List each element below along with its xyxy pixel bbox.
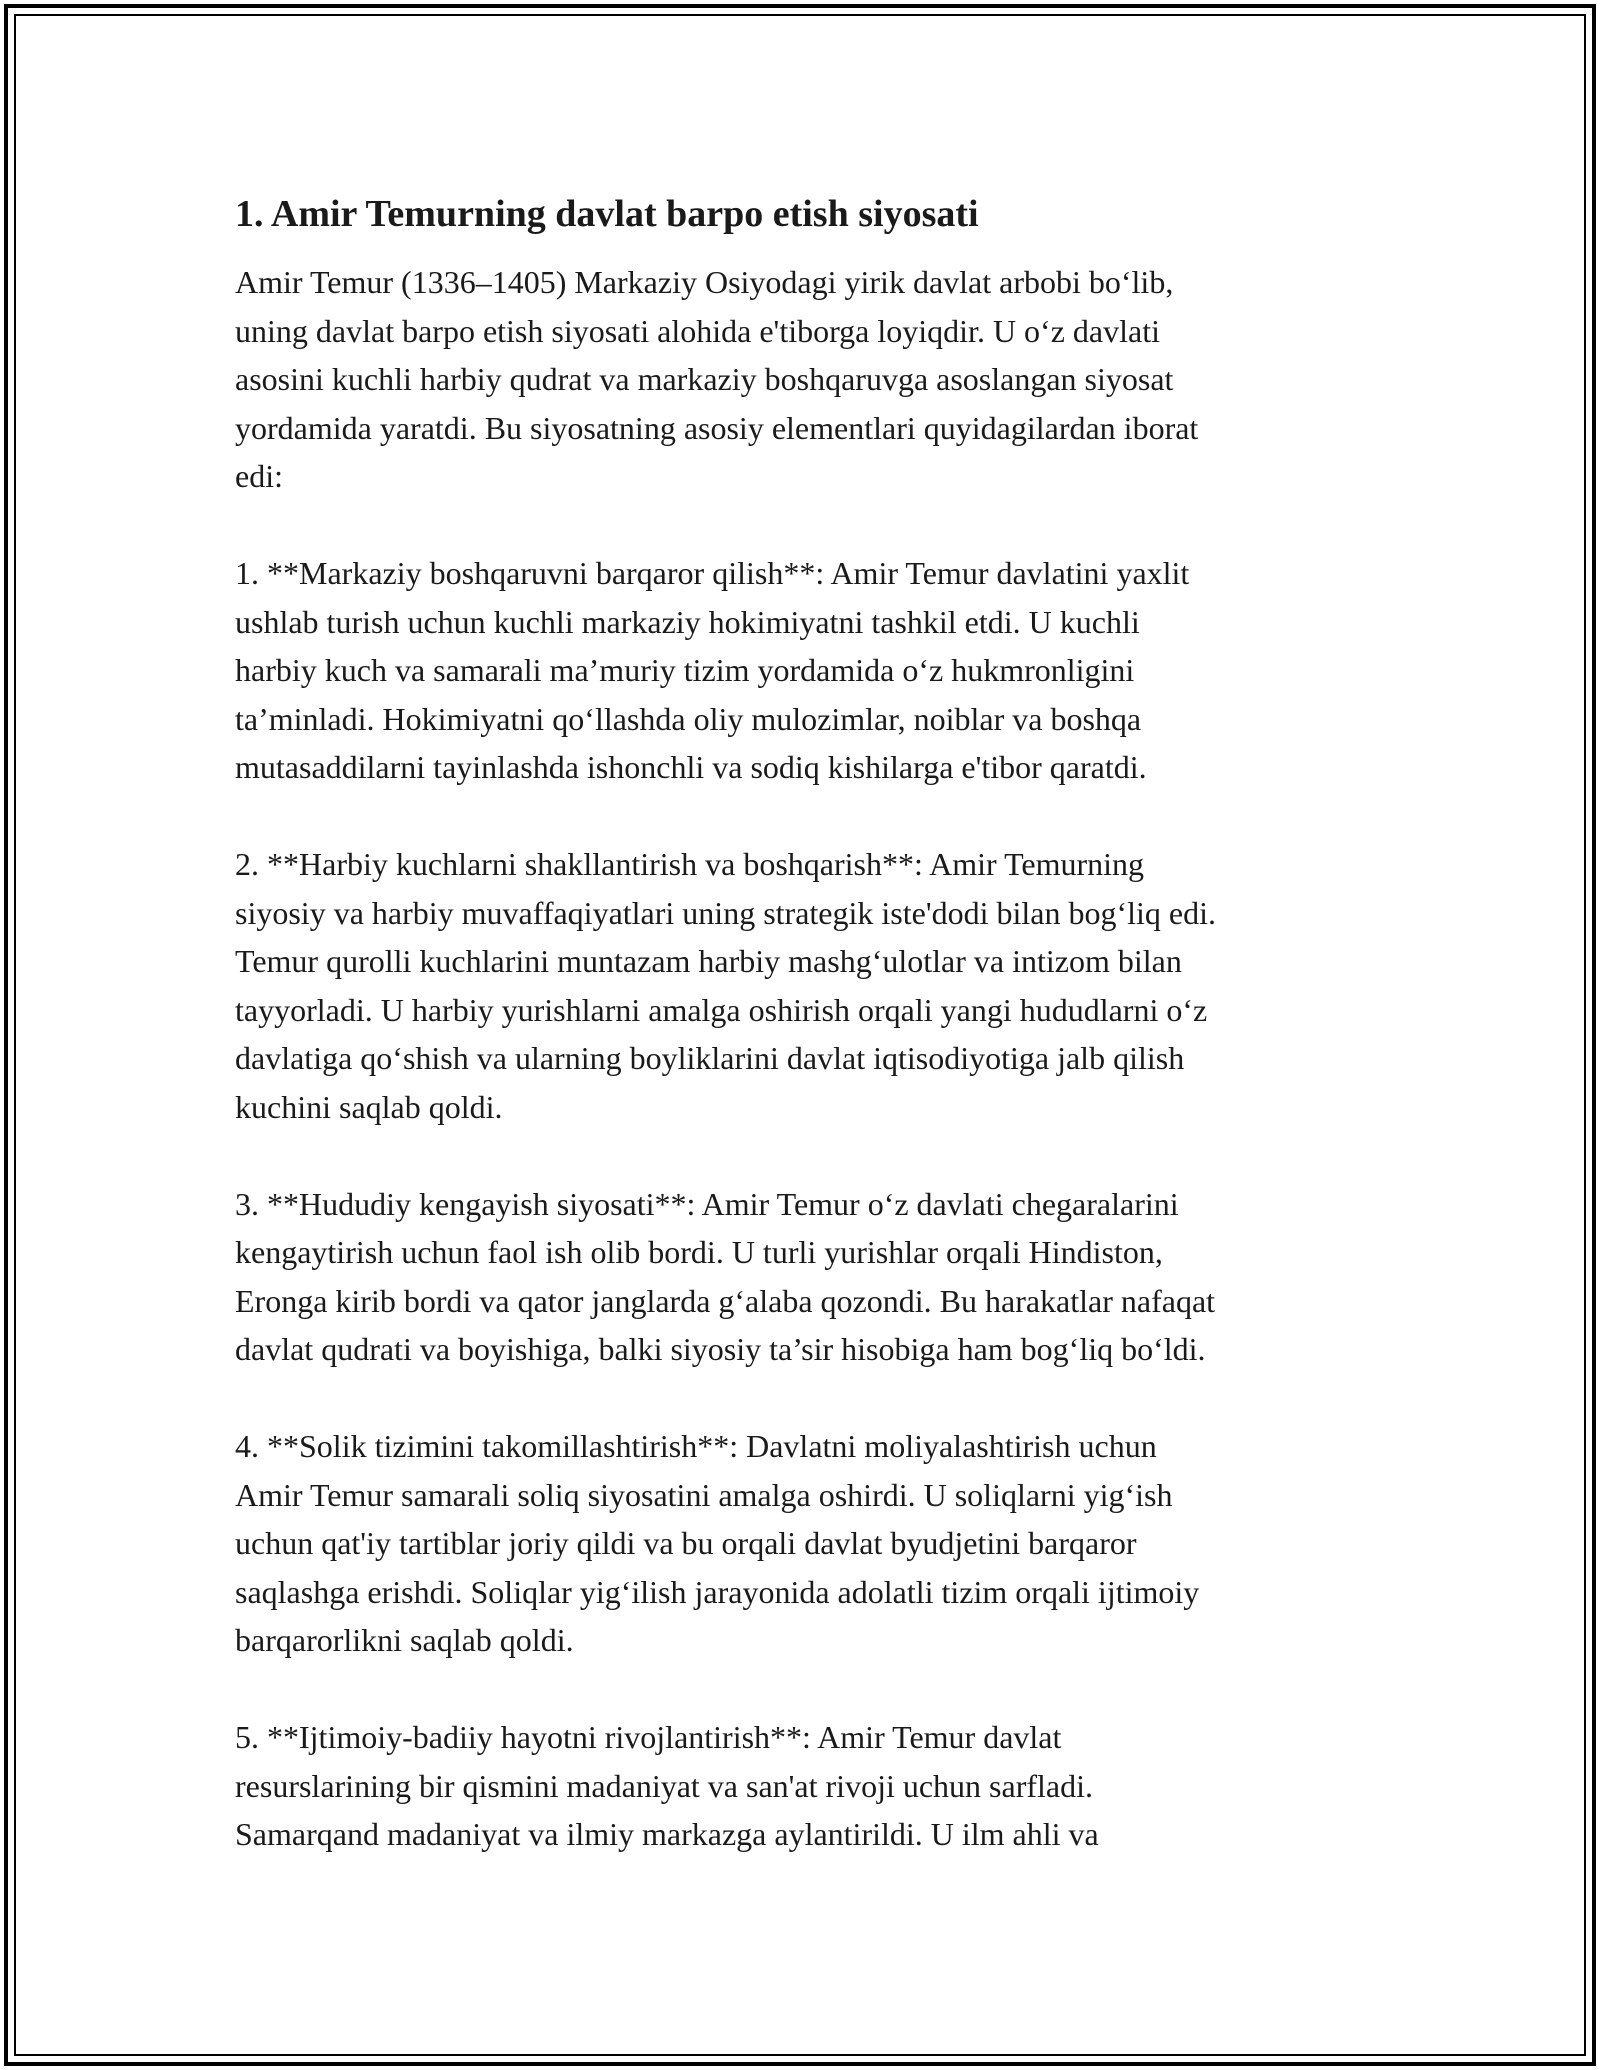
list-item-military-forces: 2. **Harbiy kuchlarni shakllantirish va boshqarish**: Amir Temurning siyosiy va harbiy muvaffaqiyatlari uning strategik iste'dodi bilan bog‘liq edi. Temur qurolli kuchlarini muntazam harbiy mashg‘ulotlar va intizom bilan tayyorladi. U harbiy yurishlarni amalga oshirish orqali yangi hududlarni o‘z davlatiga qo‘shish va ularning boyliklarini davlat iqtisodiyotiga jalb qilish kuchini saqlab qoldi. (235, 846, 1216, 1125)
list-item-territorial-expansion: 3. **Hududiy kengayish siyosati**: Amir Temur o‘z davlati chegaralarini kengaytirish uchun faol ish olib bordi. U turli yurishlar orqali Hindiston, Eronga kirib bordi va qator janglarda g‘alaba qozondi. Bu harakatlar nafaqat davlat qudrati va boyishiga, balki siyosiy ta’sir hisobiga ham bog‘liq bo‘ldi. (235, 1185, 1216, 1367)
list-item-central-governance: 1. **Markaziy boshqaruvni barqaror qilish**: Amir Temur davlatini yaxlit ushlab turish uchun kuchli markaziy hokimiyatni tashkil etdi. U kuchli harbiy kuch va samarali ma’muriy tizim yordamida o‘z hukmronligini ta’minladi. Hokimiyatni qo‘llashda oliy mulozimlar, noiblar va boshqa mutasaddilarni tayinlashda ishonchli va sodiq kishilarga e'tibor qaratdi. (235, 555, 1190, 785)
list-item-tax-system: 4. **Solik tizimini takomillashtirish**: Davlatni moliyalashtirish uchun Amir Temur samarali soliq siyosatini amalga oshirdi. U soliqlarni yig‘ish uchun qat'iy tartiblar joriy qildi va bu orqali davlat byudjetini barqaror saqlashga erishdi. Soliqlar yig‘ilish jarayonida adolatli tizim orqali ijtimoiy barqarorlikni saqlab qoldi. (235, 1428, 1200, 1658)
document-body (235, 186, 1370, 1859)
list-item-social-cultural-life: 5. **Ijtimoiy-badiiy hayotni rivojlantirish**: Amir Temur davlat resurslarining bir qismini madaniyat va san'at rivoji uchun sarfladi. Samarqand madaniyat va ilmiy markazga aylantirildi. U ilm ahli va (235, 1719, 1099, 1852)
intro-paragraph: Amir Temur (1336–1405) Markaziy Osiyodagi yirik davlat arbobi bo‘lib, uning davlat barpo etish siyosati alohida e'tiborga loyiqdir. U o‘z davlati asosini kuchli harbiy qudrat va markaziy boshqaruvga asoslangan siyosat yordamida yaratdi. Bu siyosatning asosiy elementlari quyidagilardan iborat edi: (235, 264, 1199, 494)
section-heading: 1. Amir Temurning davlat barpo etish siyosati (235, 193, 979, 235)
